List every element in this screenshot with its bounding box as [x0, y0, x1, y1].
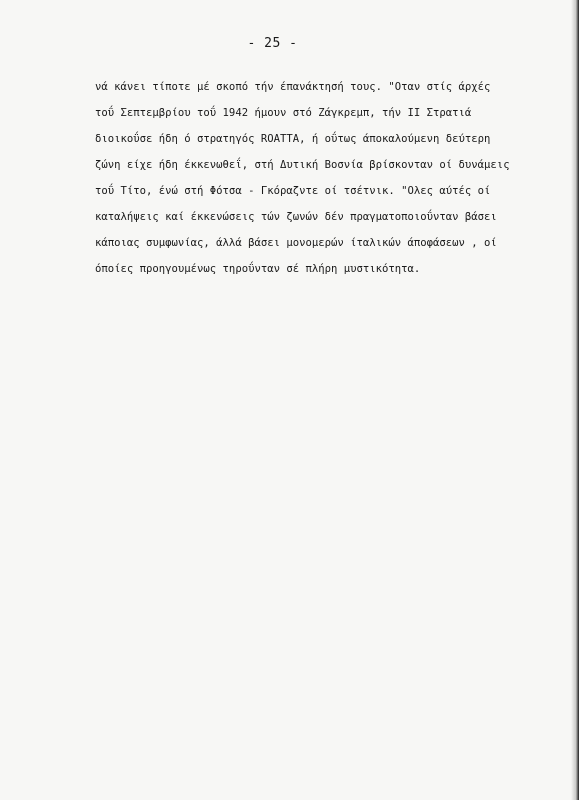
text-line: τοΰ Τίτο, ένώ στή Φότσα - Γκόραζντε οί τσέτνικ. "Ολες αύτές οί [95, 185, 491, 197]
page-number: - 25 - [247, 36, 298, 51]
page-edge-shadow [571, 0, 579, 800]
body-paragraph [95, 74, 555, 282]
text-line: νά κάνει τίποτε μέ σκοπό τήν έπανάκτησή τους. "Οταν στίς άρχές [95, 81, 491, 93]
text-line: όποίες προηγουμένως τηροΰνταν σέ πλήρη μυστικότητα. [95, 263, 421, 275]
text-line: καταλήψεις καί έκκενώσεις τών ζωνών δέν πραγματοποιοΰνταν βάσει [95, 211, 497, 223]
text-line: τοΰ Σεπτεμβρίου τοΰ 1942 ήμουν στό Ζάγκρεμπ, τήν ΙΙ Στρατιά [95, 107, 472, 119]
text-line: κάποιας συμφωνίας, άλλά βάσει μονομερών ίταλικών άποφάσεων , οί [95, 237, 497, 249]
text-line: ζώνη είχε ήδη έκκενωθεΐ, στή Δυτική Βοσνία βρίσκονταν οί δυνάμεις [95, 159, 510, 171]
text-line: διοικοΰσε ήδη ό στρατηγός ROATTA, ή οΰτως άποκαλούμενη δεύτερη [95, 133, 491, 145]
